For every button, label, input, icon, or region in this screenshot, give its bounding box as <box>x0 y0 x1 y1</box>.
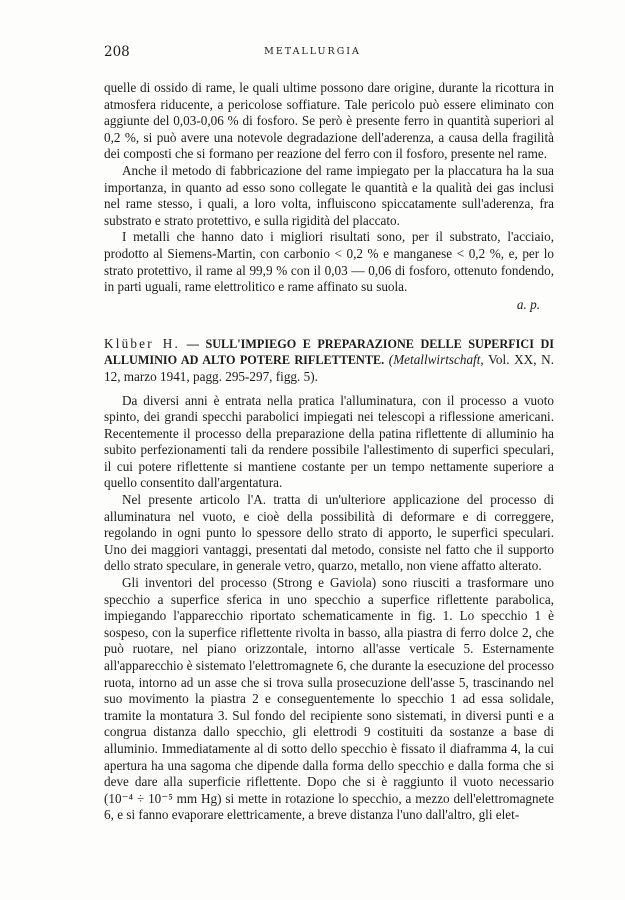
author-signature: a. p. <box>516 296 540 312</box>
paragraph: Gli inventori del processo (Strong e Gaviola) sono riusciti a trasformare uno specchio a superfice sferica in uno specchio a superfice riflettente parabolica, impiegando l'apparecchio riportato schematicamente in fig. 1. Lo specchio 1 è sospeso, con la superfice riflettente rivolta in basso, alla piastra di ferro dolce 2, che può ruotare, nel piano orizzontale, intorno all'asse verticale 5. Esternamente all'apparecchio è sistemato l'elettromagnete 6, che durante la esecuzione del processo ruota, intorno ad un asse che si trova sulla prosecuzione dell'asse 5, trascinando nel suo movimento la piastra 2 e conseguentemente lo specchio 1 ad essa solidale, tramite la montatura 3. Sul fondo del recipiente sono sistemati, in diversi punti e a congrua distanza dallo specchio, gli elettrodi 9 costituiti da sostanze a base di alluminio. Immediatamente al di sotto dello specchio è fissato il diaframma 4, la cui apertura ha una sagoma che dipende dalla forma dello specchio e dalla forma che si deve dare alla superficie riflettente. Dopo che si è raggiunto il vuoto necessario (10⁻⁴ ÷ 10⁻⁵ mm Hg) si mette in rotazione lo specchio, a mezzo dell'elettromagnete 6, e si fanno evaporare elettricamente, a breve distanza l'uno dall'altro, gli elet- <box>104 575 554 823</box>
article-abstract <box>104 336 554 824</box>
paragraph: Da diversi anni è entrata nella pratica l'alluminatura, con il processo a vuoto spinto, dei grandi specchi parabolici impiegati nei telescopi a riflessione americani. Recentemente il processo della preparazione della patina riflettente di alluminio ha subito perfezionamenti tali da rendere possibile l'allestimento di superfici speculari, il cui potere riflettente si mantiene costante per un tempo nettamente superiore a quello consentito dall'argentatura. <box>104 392 554 491</box>
article-heading <box>104 336 554 386</box>
article-author: Klüber H. <box>104 335 180 351</box>
running-title: METALLURGIA <box>264 46 361 57</box>
paragraph: Nel presente articolo l'A. tratta di un'ulteriore applicazione del processo di alluminatura nel vuoto, e cioè della possibilità di deformare e di correggere, regolando in ogni punto lo spessore dello strato di apporto, le superfici speculari. Uno dei maggiori vantaggi, presentati dal metodo, consiste nel fatto che il supporto dello strato speculare, in generale vetro, quarzo, metallo, non viene affatto alterato. <box>104 492 554 574</box>
paragraph: quelle di ossido di rame, le quali ultime possono dare origine, durante la ricottura in atmosfera riducente, a pericolose soffiature. Tale pericolo può essere eliminato con aggiunte del 0,03-0,06 % di fosforo. Se però è presente ferro in quantità superiori al 0,2 %, si può avere una notevole degradazione dell'aderenza, a causa della fragilità dei composti che si formano per reazione del ferro con il fosforo, presente nel rame. <box>104 80 554 162</box>
paragraph: I metalli che hanno dato i migliori risultati sono, per il substrato, l'acciaio, prodotto al Siemens-Martin, con carbonio < 0,2 % e manganese < 0,2 %, e, per lo strato protettivo, il rame al 99,9 % con il 0,03 — 0,06 di fosforo, ottenuto fondendo, in parti uguali, rame elettrolitico e rame affinato su suola. <box>104 229 554 295</box>
paragraph: Anche il metodo di fabbricazione del rame impiegato per la placcatura ha la sua importanza, in quanto ad esso sono collegate le quantità e la qualità dei gas inclusi nel rame stesso, i quali, a loro volta, influiscono spiccatamente sull'aderenza, fra substrato e strato protettivo, e sulla rigidità del placcato. <box>104 162 554 228</box>
article-title: — SULL'IMPIEGO E PREPARAZIONE DELLE SUPERFICI DI ALLUMINIO AD ALTO POTERE RIFLETTENTE. <box>104 336 554 368</box>
page-number: 208 <box>104 44 130 60</box>
text-body <box>104 80 554 824</box>
citation-journal: (Metallwirtschaft, <box>388 352 484 368</box>
page-header <box>0 44 625 64</box>
citation-details: Vol. XX, N. 12, marzo 1941, pagg. 295-297, figg. 5). <box>104 352 554 384</box>
previous-article-continuation <box>104 80 554 313</box>
